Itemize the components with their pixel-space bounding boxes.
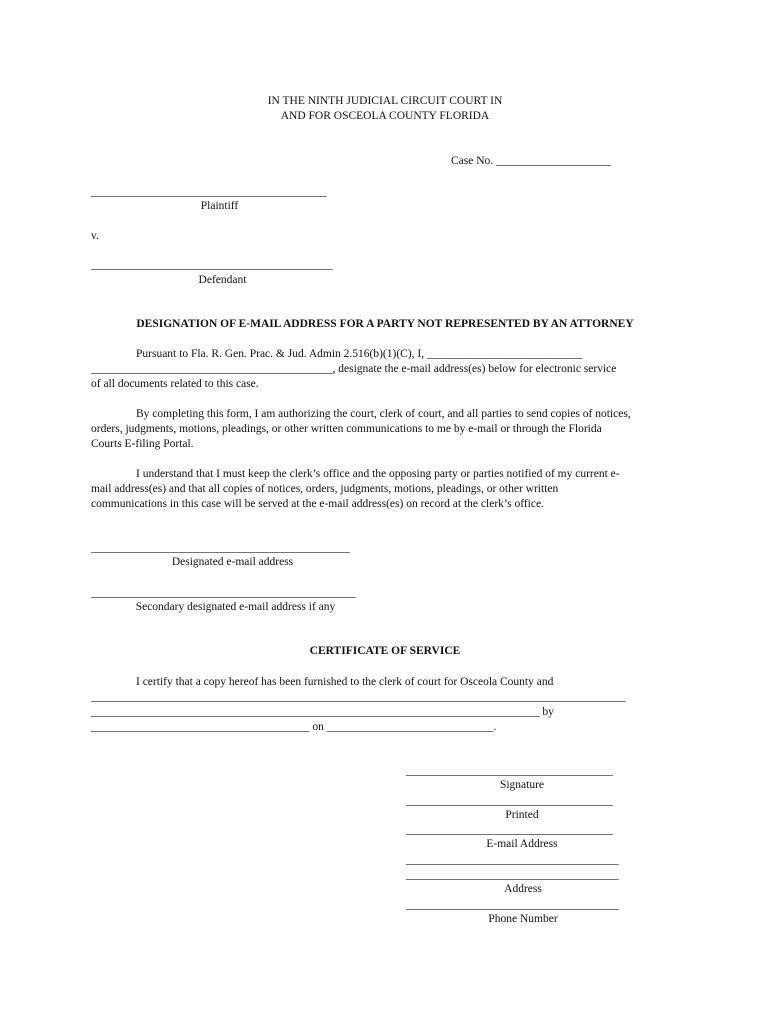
- case-number-label: Case No.: [451, 155, 497, 167]
- email-address-blank[interactable]: ____________________________________: [406, 824, 613, 836]
- authorization-paragraph-line3: Courts E-filing Portal.: [91, 438, 194, 450]
- designated-email-blank[interactable]: _____________________________________________: [91, 542, 350, 554]
- certificate-line3[interactable]: ______________________________________________________________________________ by: [91, 706, 554, 718]
- authorization-paragraph-line2: orders, judgments, motions, pleadings, or other written communications to me by e-mail or through the Florida: [91, 423, 602, 435]
- address-blank-1[interactable]: _____________________________________: [406, 854, 619, 866]
- designated-email-label: Designated e-mail address: [171, 556, 294, 568]
- designation-paragraph-line3: of all documents related to this case.: [91, 378, 259, 390]
- designation-paragraph-line2[interactable]: __________________________________________, designate the e-mail address(es) below for electronic service: [91, 363, 617, 375]
- authorization-paragraph-line1: By completing this form, I am authorizing the court, clerk of court, and all parties to send copies of notices,: [136, 408, 631, 420]
- secondary-email-blank[interactable]: ______________________________________________: [91, 587, 356, 599]
- phone-number-blank[interactable]: _____________________________________: [406, 899, 619, 911]
- understanding-paragraph-line1: I understand that I must keep the clerk’s office and the opposing party or parties notified of my current e-: [136, 468, 620, 480]
- signature-blank[interactable]: ____________________________________: [406, 765, 613, 777]
- certificate-line4[interactable]: ______________________________________ on _____________________________.: [91, 721, 497, 733]
- case-number-blank[interactable]: ____________________: [496, 155, 612, 167]
- secondary-email-label: Secondary designated e-mail address if any: [135, 601, 336, 613]
- designation-title: DESIGNATION OF E-MAIL ADDRESS FOR A PARTY NOT REPRESENTED BY AN ATTORNEY: [136, 318, 634, 330]
- email-address-label: E-mail Address: [486, 838, 558, 850]
- address-blank-2[interactable]: _____________________________________: [406, 869, 619, 881]
- printed-name-blank[interactable]: ____________________________________: [406, 795, 613, 807]
- certificate-title: CERTIFICATE OF SERVICE: [309, 645, 461, 657]
- understanding-paragraph-line2: mail address(es) and that all copies of notices, orders, judgments, motions, pleadings, or other written: [91, 483, 559, 495]
- printed-name-label: Printed: [505, 809, 539, 821]
- plaintiff-label: Plaintiff: [200, 200, 239, 212]
- plaintiff-blank[interactable]: _________________________________________: [91, 186, 327, 198]
- defendant-label: Defendant: [198, 274, 247, 286]
- versus-label: v.: [91, 230, 99, 242]
- address-label: Address: [504, 883, 542, 895]
- court-name-line1: IN THE NINTH JUDICIAL CIRCUIT COURT IN: [267, 95, 503, 107]
- designation-paragraph-line1[interactable]: Pursuant to Fla. R. Gen. Prac. & Jud. Admin 2.516(b)(1)(C), I, ___________________________: [136, 348, 583, 360]
- understanding-paragraph-line3: communications in this case will be served at the e-mail address(es) on record at the clerk’s office.: [91, 498, 544, 510]
- case-number-field[interactable]: [451, 154, 611, 169]
- certificate-line2[interactable]: _____________________________________________________________________________________________: [91, 691, 626, 703]
- court-name-line2: AND FOR OSCEOLA COUNTY FLORIDA: [280, 110, 490, 122]
- phone-number-label: Phone Number: [488, 913, 558, 925]
- certificate-line1: I certify that a copy hereof has been furnished to the clerk of court for Osceola County and: [136, 676, 554, 688]
- defendant-blank[interactable]: __________________________________________: [91, 259, 333, 271]
- signature-label: Signature: [499, 779, 545, 791]
